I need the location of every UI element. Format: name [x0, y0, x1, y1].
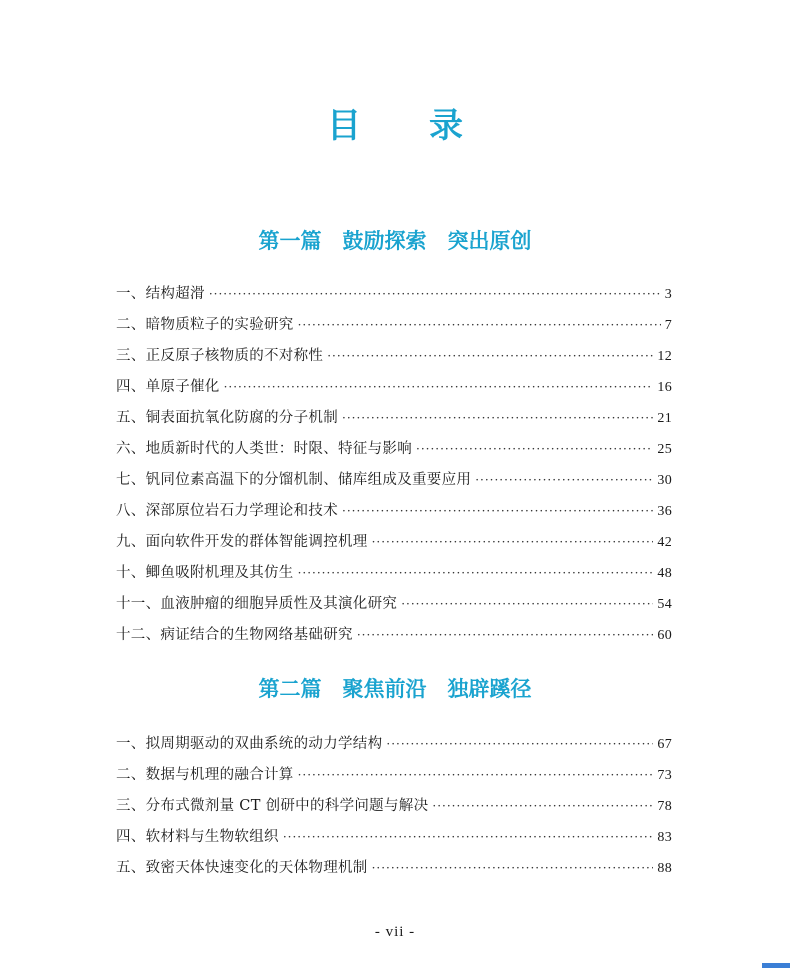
toc-entry-title: 八、深部原位岩石力学理论和技术 [116, 503, 338, 519]
toc-entry[interactable] [116, 406, 672, 437]
dot-leader [298, 768, 654, 782]
section-heading-1: 第一篇 鼓励探索 突出原创 [258, 229, 532, 253]
toc-entry-title: 十一、血液肿瘤的细胞异质性及其演化研究 [116, 596, 398, 612]
toc-entry-page: 36 [657, 504, 672, 519]
toc-entry[interactable] [116, 375, 672, 406]
toc-entry-page: 54 [657, 597, 672, 612]
toc-entry-page: 30 [657, 473, 672, 488]
toc-entry[interactable] [116, 437, 672, 468]
dot-leader [401, 597, 653, 611]
toc-entry[interactable] [116, 313, 672, 344]
dot-leader [298, 318, 661, 332]
toc-entry-title: 十、鲫鱼吸附机理及其仿生 [116, 565, 294, 581]
toc-entry[interactable] [116, 468, 672, 499]
toc-entry-page: 88 [657, 861, 672, 876]
toc-entry-title: 四、软材料与生物软组织 [116, 829, 279, 845]
toc-entry-title: 三、分布式微剂量 CT 创研中的科学问题与解决 [116, 798, 429, 814]
page-title: 目 录 [327, 106, 463, 146]
toc-entry[interactable] [116, 732, 672, 763]
dot-leader [342, 411, 653, 425]
toc-entry-title: 四、单原子催化 [116, 379, 220, 395]
dot-leader [416, 442, 653, 456]
toc-entry[interactable] [116, 499, 672, 530]
toc-entry-page: 78 [657, 799, 672, 814]
dot-leader [372, 861, 654, 875]
dot-leader [475, 473, 653, 487]
toc-entry[interactable] [116, 763, 672, 794]
toc-entry-title: 五、致密天体快速变化的天体物理机制 [116, 860, 368, 876]
dot-leader [298, 566, 654, 580]
page-number: - vii - [374, 924, 416, 940]
toc-entry-page: 83 [657, 830, 672, 845]
toc-entry[interactable] [116, 856, 672, 887]
dot-leader [224, 380, 654, 394]
toc-list-section-1 [116, 282, 672, 654]
dot-leader [283, 830, 654, 844]
toc-list-section-2 [116, 732, 672, 887]
toc-entry-title: 十二、病证结合的生物网络基础研究 [116, 627, 353, 643]
toc-entry-page: 73 [657, 768, 672, 783]
toc-entry-title: 三、正反原子核物质的不对称性 [116, 348, 324, 364]
toc-entry-title: 一、拟周期驱动的双曲系统的动力学结构 [116, 736, 383, 752]
toc-entry-title: 二、数据与机理的融合计算 [116, 767, 294, 783]
toc-entry[interactable] [116, 592, 672, 623]
toc-entry-page: 67 [657, 737, 672, 752]
dot-leader [386, 737, 653, 751]
toc-entry-title: 一、结构超滑 [116, 286, 205, 302]
toc-entry-title: 六、地质新时代的人类世：时限、特征与影响 [116, 441, 412, 457]
dot-leader [432, 799, 653, 813]
toc-entry-page: 12 [657, 349, 672, 364]
section-heading-2: 第二篇 聚焦前沿 独辟蹊径 [258, 677, 532, 701]
toc-entry-title: 七、钒同位素高温下的分馏机制、储库组成及重要应用 [116, 472, 472, 488]
toc-entry[interactable] [116, 794, 672, 825]
dot-leader [357, 628, 654, 642]
scroll-corner-marker [762, 963, 790, 968]
toc-entry-title: 二、暗物质粒子的实验研究 [116, 317, 294, 333]
toc-entry-title: 五、铜表面抗氧化防腐的分子机制 [116, 410, 338, 426]
toc-entry[interactable] [116, 344, 672, 375]
toc-entry[interactable] [116, 282, 672, 313]
toc-entry[interactable] [116, 561, 672, 592]
dot-leader [342, 504, 653, 518]
toc-entry-page: 16 [657, 380, 672, 395]
dot-leader [372, 535, 654, 549]
toc-entry-title: 九、面向软件开发的群体智能调控机理 [116, 534, 368, 550]
toc-entry[interactable] [116, 530, 672, 561]
toc-entry-page: 60 [657, 628, 672, 643]
toc-entry-page: 7 [664, 318, 672, 333]
dot-leader [327, 349, 653, 363]
toc-entry-page: 42 [657, 535, 672, 550]
dot-leader [209, 287, 661, 301]
toc-entry-page: 21 [657, 411, 672, 426]
toc-entry-page: 48 [657, 566, 672, 581]
toc-entry-page: 3 [664, 287, 672, 302]
toc-entry[interactable] [116, 825, 672, 856]
toc-entry[interactable] [116, 623, 672, 654]
toc-entry-page: 25 [657, 442, 672, 457]
